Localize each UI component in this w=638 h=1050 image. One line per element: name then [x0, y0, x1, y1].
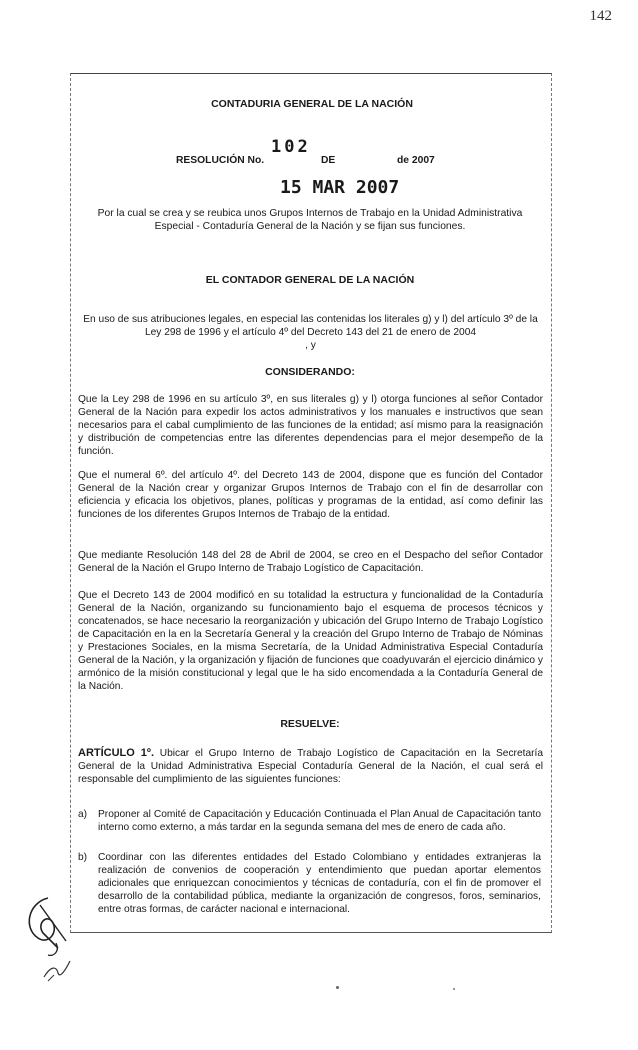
consideration-paragraph: Que mediante Resolución 148 del 28 de Abril de 2004, se creo en el Despacho del señor Contador General de la Nación el Grupo Interno de Trabajo Logístico de Capacitación.: [78, 550, 543, 574]
resolution-de-label: DE: [321, 155, 336, 166]
article-1-text: Ubicar el Grupo Interno de Trabajo Logístico de Capacitación en la Secretaría General de la Unidad Administrativa Especial Contaduría General de la Nación, el cual será el responsable del cumplimiento de las siguientes funciones:: [78, 748, 543, 785]
consideration-paragraph: Que la Ley 298 de 1996 en su artículo 3º, en sus literales g) y l) otorga funciones al señor Contador General de la Nación para expedir los actos administrativos y los manuales e instructivos que sean necesarios para el cabal cumplimiento de las funciones de la entidad; así mismo para la reasignación y distribución de competencias entre las diferentes dependencias para el mejor desempeño de la función.: [78, 394, 543, 457]
considerando-heading: CONSIDERANDO:: [265, 366, 355, 378]
scan-speck: [453, 988, 455, 990]
function-letter: a): [78, 809, 88, 820]
resolution-year-label: de 2007: [397, 155, 435, 166]
article-1-label: ARTÍCULO 1º.: [78, 747, 154, 759]
legal-faculties-text: En uso de sus atribuciones legales, en especial las contenidas los literales g) y l) del artículo 3º de la Ley 298 de 1996 y el artículo 4º del Decreto 143 del 21 de enero de 2004: [83, 314, 538, 338]
resolution-label: RESOLUCIÓN No.: [176, 155, 265, 166]
resolution-subject: Por la cual se crea y se reubica unos Grupos Internos de Trabajo en la Unidad Administrativa Especial - Contaduría General de la Nación y se fijan sus funciones.: [97, 208, 523, 232]
legal-faculties-end: , y: [305, 340, 316, 351]
entity-heading: [78, 98, 542, 111]
resolution-number: 102: [271, 137, 311, 157]
entity-title: CONTADURIA GENERAL DE LA NACIÓN: [211, 98, 413, 110]
resuelve-heading: RESUELVE:: [280, 718, 340, 730]
function-letter: b): [78, 852, 88, 863]
consideration-paragraph: Que el numeral 6º. del artículo 4º. del Decreto 143 de 2004, dispone que es función del Contador General de la Nación crear y organizar Grupos Internos de Trabajo con el fin de desarrollar con eficiencia y eficacia los objetivos, planes, políticas y programas de la entidad, así como definir las funciones de los diferentes Grupos Internos de Trabajo de la entidad.: [78, 470, 543, 520]
authority-heading: EL CONTADOR GENERAL DE LA NACIÓN: [205, 274, 415, 286]
handwritten-initials: [40, 955, 76, 985]
function-text: Coordinar con las diferentes entidades del Estado Colombiano y entidades extranjeras la realización de convenios de cooperación y entendimiento que puedan aportar elementos adicionales que enriquezcan conocimientos y técnicas de contaduría, con el fin de promover el desarrollo de la contabilidad pública, mediante la organización de congresos, foros, seminarios, entre otras formas, de carácter nacional e internacional.: [98, 852, 541, 915]
resolution-date-stamp: 15 MAR 2007: [280, 177, 400, 198]
function-text: Proponer al Comité de Capacitación y Educación Continuada el Plan Anual de Capacitación tanto interno como externo, a más tardar en la segunda semana del mes de enero de cada año.: [98, 809, 541, 833]
legal-faculties: [78, 313, 543, 352]
consideration-paragraph: Que el Decreto 143 de 2004 modificó en su totalidad la estructura y funcionalidad de la Contaduría General de la Nación, organizando su funcionamiento bajo el esquema de procesos técnicos y concatenados, se hace necesario la reorganización y ubicación del Grupo Interno de Trabajo Logístico de Capacitación en la en la Secretaría General y la creación del Grupo Interno de Trabajo de Nóminas y Prestaciones Sociales, en la misma Secretaría, de la Unidad Administrativa Especial Contaduría General de la Nación, y la organización y fijación de funciones que coadyuvarán el ejercicio dinámico y armónico de la misión constitucional y legal que le ha sido encomendada a la Contaduría General de la Nación.: [78, 590, 543, 692]
article-1: [78, 747, 543, 786]
page-number: 142: [589, 8, 612, 24]
scan-speck: [336, 986, 339, 989]
